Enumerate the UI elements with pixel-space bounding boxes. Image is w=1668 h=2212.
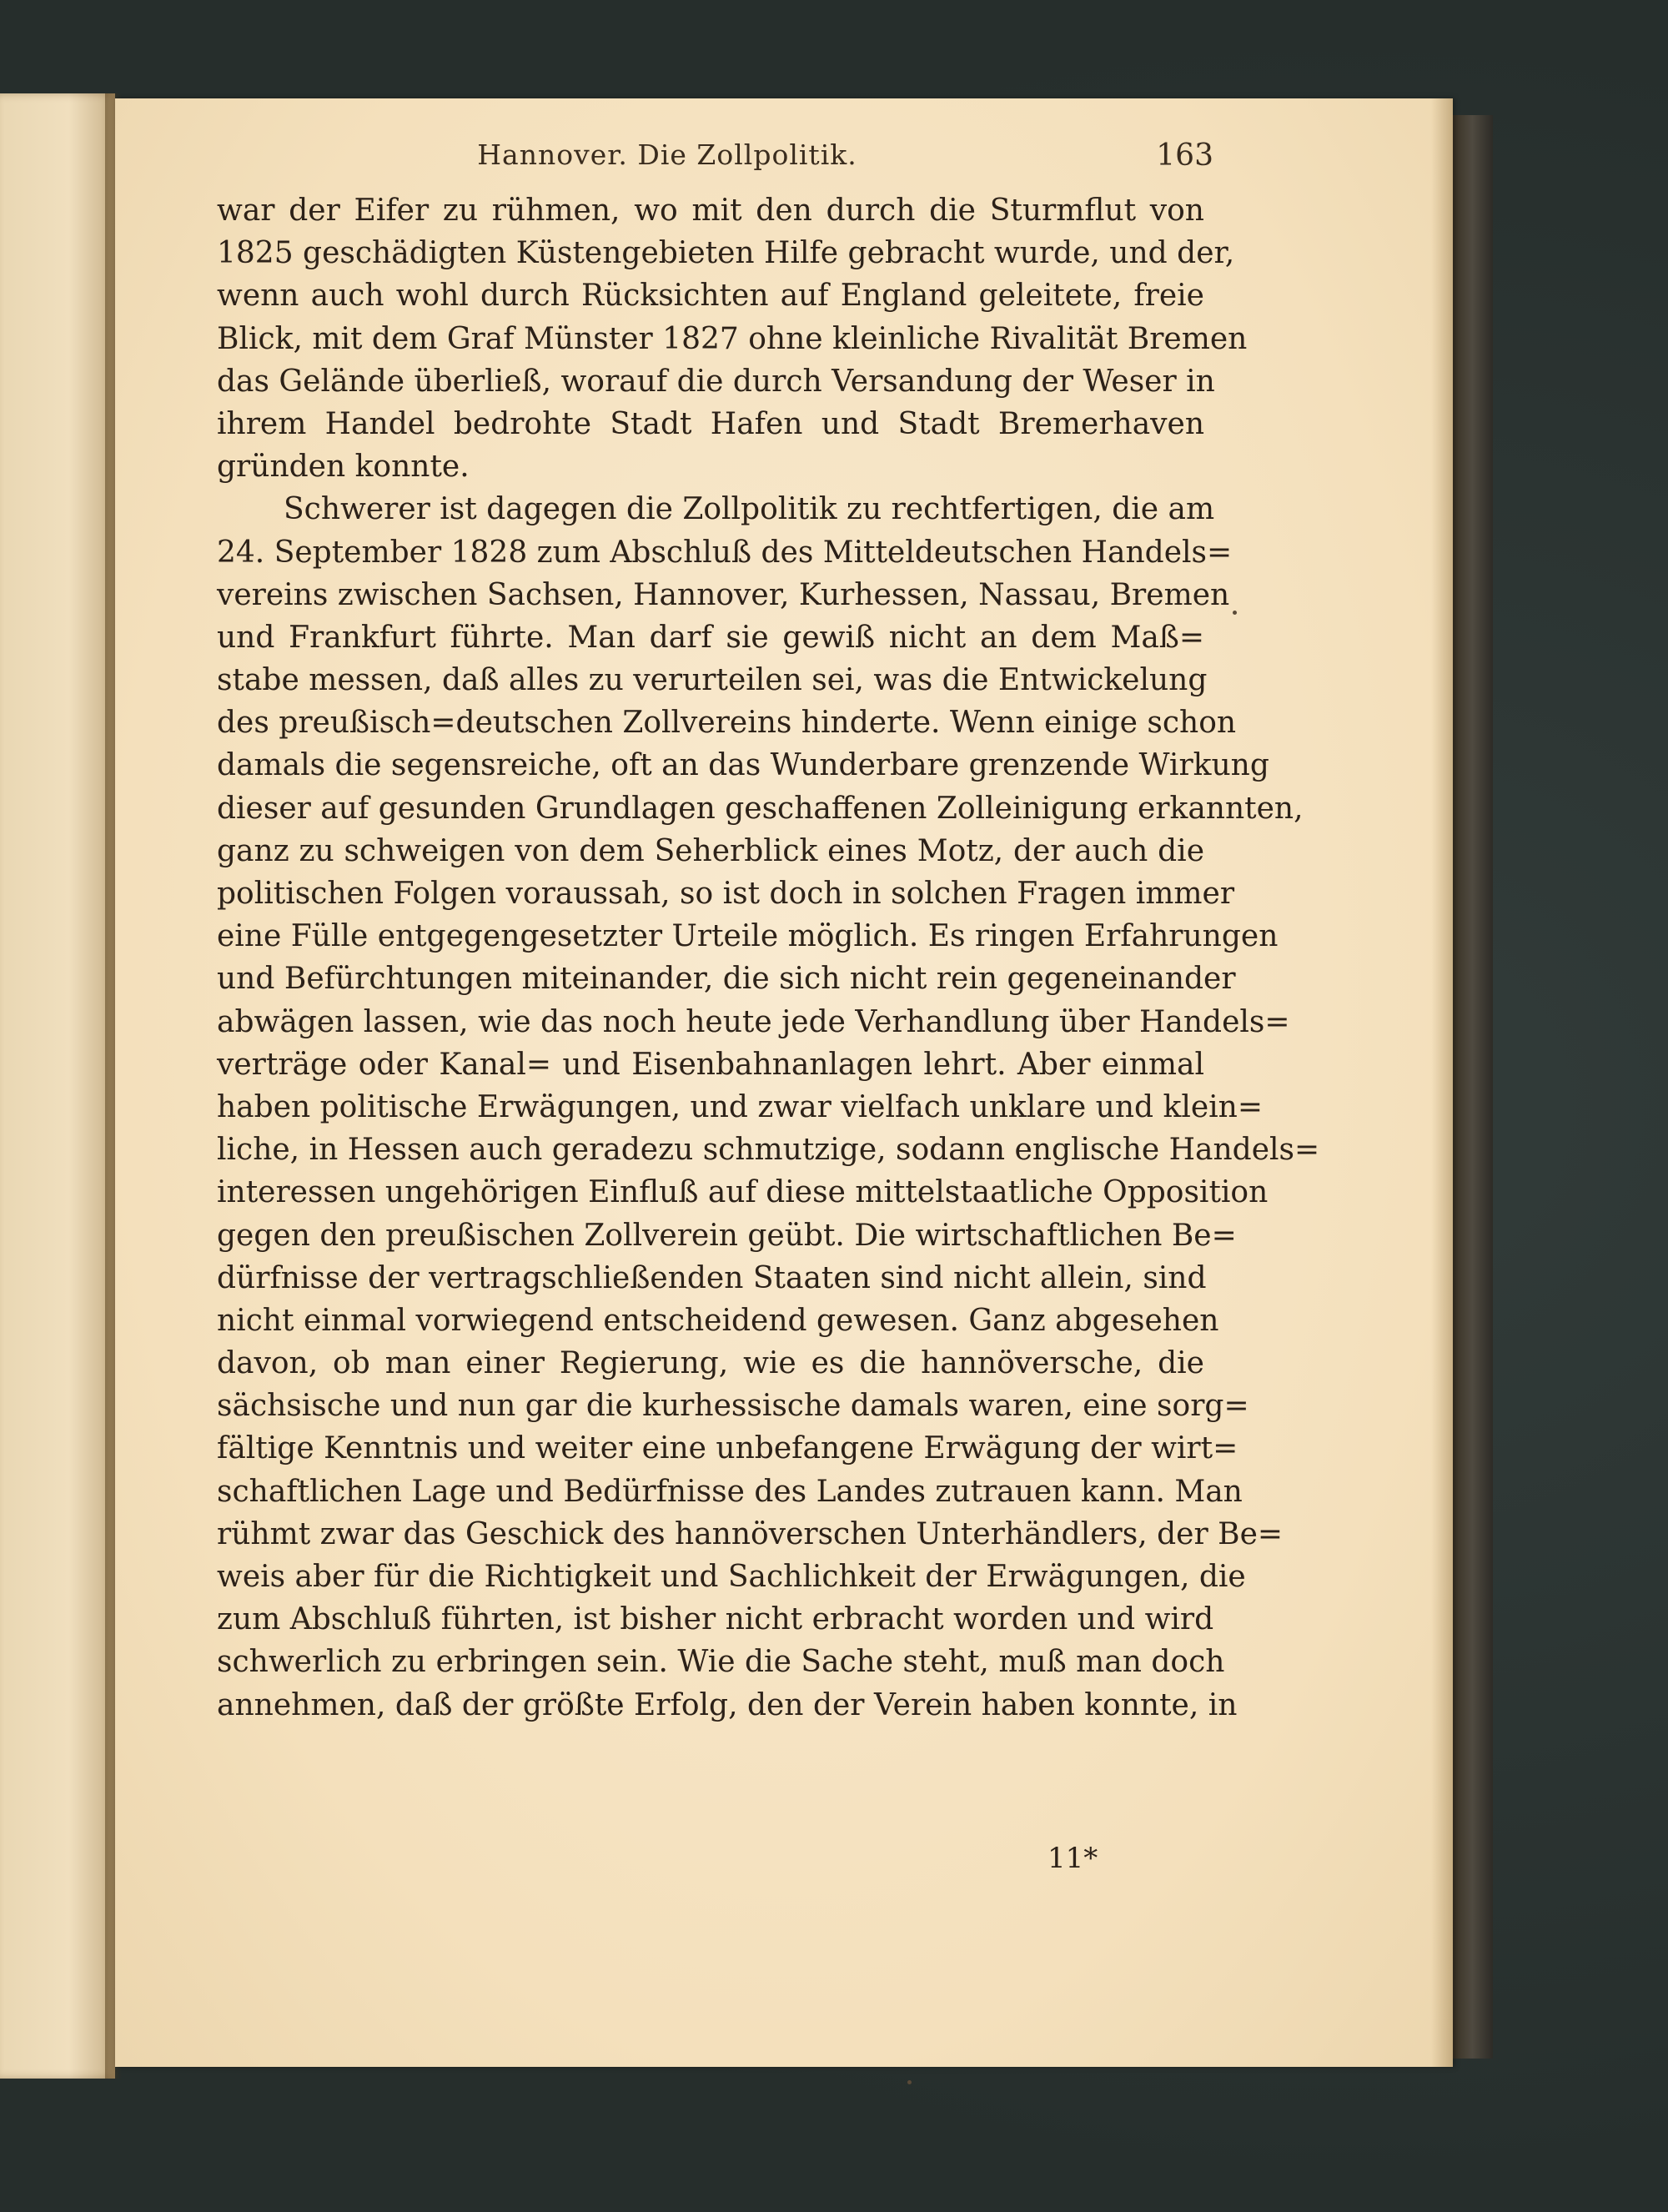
text-line: fältige Kenntnis und weiter eine unbefangene Erwägung der wirt= xyxy=(217,1431,1238,1466)
text-line: gegen den preußischen Zollverein geübt. Die wirtschaftlichen Be= xyxy=(217,1218,1237,1253)
text-line: stabe messen, daß alles zu verurteilen sei, was die Entwickelung xyxy=(217,663,1208,698)
text-line: und Befürchtungen miteinander, die sich nicht rein gegeneinander xyxy=(217,962,1236,997)
text-line: Blick, mit dem Graf Münster 1827 ohne kleinliche Rivalität Bremen xyxy=(217,321,1248,356)
text-line: 24. September 1828 zum Abschluß des Mitteldeutschen Handels= xyxy=(217,535,1233,570)
text-line: eine Fülle entgegengesetzter Urteile möglich. Es ringen Erfahrungen xyxy=(217,919,1279,954)
text-line: davon, ob man einer Regierung, wie es die hannöversche, die xyxy=(217,1346,1204,1381)
text-line: damals die segensreiche, oft an das Wunderbare grenzende Wirkung xyxy=(217,748,1269,783)
text-line: sächsische und nun gar die kurhessische damals waren, eine sorg= xyxy=(217,1389,1249,1424)
text-line: nicht einmal vorwiegend entscheidend gewesen. Ganz abgesehen xyxy=(217,1303,1219,1338)
text-line: das Gelände überließ, worauf die durch Versandung der Weser in xyxy=(217,364,1215,399)
text-line: dürfnisse der vertragschließenden Staaten sind nicht allein, sind xyxy=(217,1260,1207,1295)
text-line: vereins zwischen Sachsen, Hannover, Kurhessen, Nassau, Bremen xyxy=(217,577,1230,612)
text-line: schaftlichen Lage und Bedürfnisse des Landes zutrauen kann. Man xyxy=(217,1474,1243,1509)
text-line: rühmt zwar das Geschick des hannöverschen Unterhändlers, der Be= xyxy=(217,1516,1284,1551)
text-line: und Frankfurt führte. Man darf sie gewiß nicht an dem Maß= xyxy=(217,620,1204,655)
text-line: Schwerer ist dagegen die Zollpolitik zu rechtfertigen, die am xyxy=(284,492,1215,527)
text-line: wenn auch wohl durch Rücksichten auf England geleitete, freie xyxy=(217,279,1204,314)
text-line: interessen ungehörigen Einfluß auf diese mittelstaatliche Opposition xyxy=(217,1175,1269,1210)
text-line: verträge oder Kanal= und Eisenbahnanlagen lehrt. Aber einmal xyxy=(217,1047,1204,1082)
text-line: haben politische Erwägungen, und zwar vielfach unklare und klein= xyxy=(217,1089,1264,1124)
text-line: zum Abschluß führten, ist bisher nicht erbracht worden und wird xyxy=(217,1602,1214,1637)
text-line: annehmen, daß der größte Erfolg, den der Verein haben konnte, in xyxy=(217,1687,1238,1722)
paper-speck xyxy=(907,2080,912,2084)
running-title: Hannover. Die Zollpolitik. xyxy=(477,138,857,171)
text-line: des preußisch=deutschen Zollvereins hinderte. Wenn einige schon xyxy=(217,706,1237,741)
text-line: ihrem Handel bedrohte Stadt Hafen und Stadt Bremerhaven xyxy=(217,406,1204,441)
text-line: schwerlich zu erbringen sein. Wie die Sache steht, muß man doch xyxy=(217,1645,1225,1680)
text-line: politischen Folgen voraussah, so ist doch in solchen Fragen immer xyxy=(217,877,1235,911)
text-line: dieser auf gesunden Grundlagen geschaffenen Zolleinigung erkannten, xyxy=(217,791,1304,826)
text-line: liche, in Hessen auch geradezu schmutzige, sodann englische Handels= xyxy=(217,1133,1320,1168)
page-number: 163 xyxy=(1156,138,1213,173)
page-edge-shade xyxy=(1431,98,1453,2067)
signature-mark: 11* xyxy=(1048,1842,1098,1875)
text-line: 1825 geschädigten Küstengebieten Hilfe gebracht wurde, und der, xyxy=(217,236,1235,271)
text-line: abwägen lassen, wie das noch heute jede Verhandlung über Handels= xyxy=(217,1004,1290,1039)
text-line: weis aber für die Richtigkeit und Sachlichkeit der Erwägungen, die xyxy=(217,1560,1246,1594)
text-line: war der Eifer zu rühmen, wo mit den durch die Sturmflut von xyxy=(217,194,1204,228)
paper-speck xyxy=(1233,611,1237,615)
facing-page-edge xyxy=(0,93,115,2079)
body-text xyxy=(217,189,1320,1727)
text-line: ganz zu schweigen von dem Seherblick eines Motz, der auch die xyxy=(217,833,1204,868)
text-line: gründen konnte. xyxy=(217,450,470,485)
